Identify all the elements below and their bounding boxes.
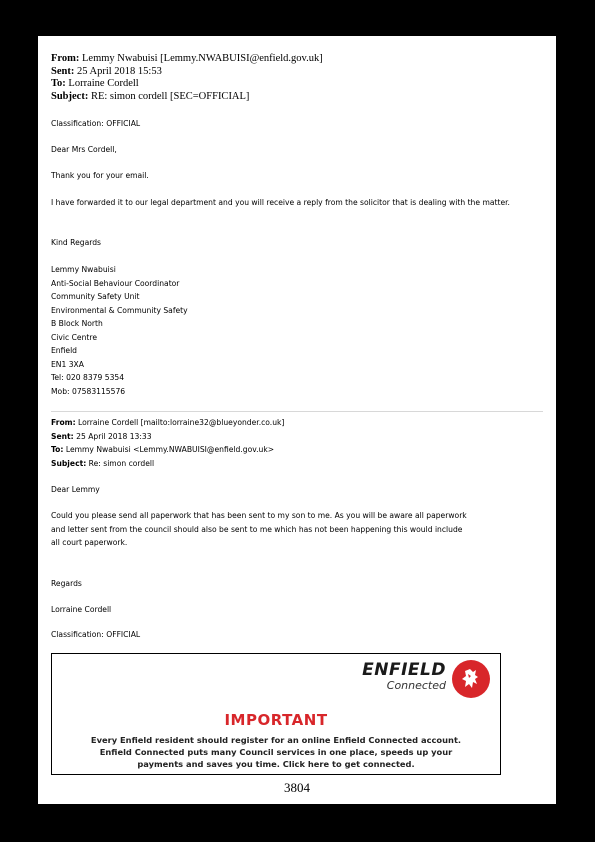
signature-line: Anti-Social Behaviour Coordinator (51, 278, 180, 288)
body-line: all court paperwork. (51, 538, 128, 547)
from-value: Lemmy Nwabuisi [Lemmy.NWABUISI@enfield.gov.uk] (82, 53, 323, 64)
email2-body (51, 509, 467, 550)
from-label: From: (51, 53, 80, 64)
dragon-crest-icon (452, 660, 490, 698)
signature-line: Lemmy Nwabuisi (51, 265, 116, 274)
from-label: From: (51, 418, 76, 427)
subject-value: RE: simon cordell [SEC=OFFICIAL] (90, 90, 250, 102)
sent-value: 25 April 2018 13:33 (76, 431, 152, 441)
signature-line: Mob: 07583115576 (51, 386, 126, 396)
sender-name: Lorraine Cordell (51, 605, 112, 614)
sent-value: 25 April 2018 15:53 (76, 65, 162, 77)
logo-sub: Connected (386, 679, 446, 692)
signature-line: Environmental & Community Safety (51, 305, 188, 315)
body-line: and letter sent from the council should also be sent to me which has not been happening this would include (51, 524, 463, 534)
body-line: Could you please send all paperwork that has been sent to my son to me. As you will be aware all paperwork (51, 511, 467, 520)
divider (51, 411, 543, 412)
classification-2: Classification: OFFICIAL (51, 630, 141, 639)
banner-line: Every Enfield resident should register for an online Enfield Connected account. (90, 735, 462, 745)
to-label: To: (51, 445, 64, 454)
signature-block (51, 263, 188, 398)
sent-label: Sent: (51, 431, 74, 441)
email1-header (51, 53, 323, 103)
page-number: 3804 (284, 780, 310, 795)
banner-line: Enfield Connected puts many Council services in one place, speeds up your (99, 747, 453, 757)
greeting-1: Dear Mrs Cordell, (51, 145, 117, 154)
from-value: Lorraine Cordell [mailto:lorraine32@blueyonder.co.uk] (78, 418, 285, 427)
paragraph-2: I have forwarded it to our legal department and you will receive a reply from the solicitor that is dealing with the matter. (51, 198, 510, 207)
signature-line: Enfield (51, 346, 77, 355)
document-page (38, 36, 556, 804)
logo-name: ENFIELD (362, 660, 446, 680)
signature-line: Civic Centre (51, 332, 97, 342)
signature-line: Community Safety Unit (51, 292, 140, 301)
classification-1: Classification: OFFICIAL (51, 119, 141, 128)
to-value: Lemmy Nwabuisi <Lemmy.NWABUISI@enfield.gov.uk> (65, 445, 275, 454)
enfield-connected-banner[interactable] (51, 653, 501, 775)
subject-label: Subject: (51, 90, 89, 102)
subject-label: Subject: (51, 458, 87, 468)
greeting-2: Dear Lemmy (51, 485, 100, 494)
signoff-1: Kind Regards (51, 238, 101, 247)
signature-line: Tel: 020 8379 5354 (51, 373, 125, 382)
banner-line: payments and saves you time. Click here to get connected. (137, 759, 415, 769)
important-heading: IMPORTANT (224, 711, 328, 729)
to-label: To: (51, 78, 66, 89)
sent-label: Sent: (51, 65, 75, 77)
signature-line: EN1 3XA (51, 359, 84, 369)
signoff-2: Regards (51, 579, 82, 588)
subject-value: Re: simon cordell (88, 458, 155, 468)
to-value: Lorraine Cordell (68, 78, 139, 89)
email2-header (51, 416, 284, 470)
paragraph-1: Thank you for your email. (51, 171, 149, 180)
signature-line: B Block North (51, 319, 103, 328)
enfield-connected-logo (340, 660, 490, 698)
